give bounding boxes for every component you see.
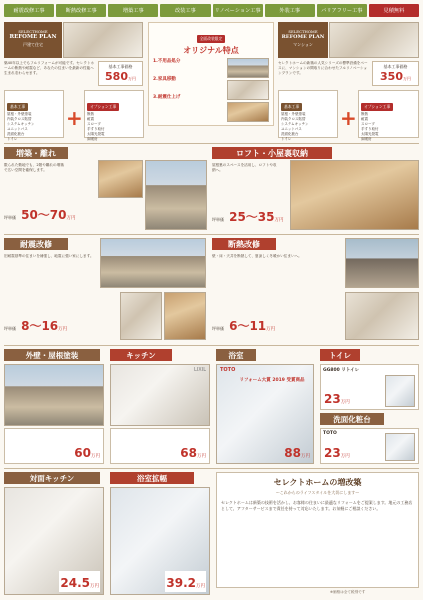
option-item: 床暖房 xyxy=(361,137,372,141)
merit-panel xyxy=(216,472,419,588)
section-heading-zouchiku xyxy=(4,147,68,159)
basic-label: 基本工事 xyxy=(281,103,302,111)
type: 戸建て住宅 xyxy=(23,42,43,47)
section-title: キッチン xyxy=(110,349,172,361)
yokushitsu-photo xyxy=(216,364,314,464)
price-unit: 万円 xyxy=(301,454,310,459)
section-title: 浴室拡幅 xyxy=(110,472,194,484)
options-right-extra xyxy=(358,90,419,141)
price-unit: 万円 xyxy=(127,76,136,81)
hero-right-price xyxy=(372,61,419,86)
toilet-card xyxy=(320,364,419,410)
hero-right-banner xyxy=(278,22,328,58)
type: マンション xyxy=(293,42,313,47)
center-title: オリジナル特点 xyxy=(183,45,239,55)
divider xyxy=(4,468,419,469)
section-heading-gaiheki xyxy=(4,349,100,361)
brand-logo: LIXIL xyxy=(194,367,206,373)
brand-logo: TOTO xyxy=(220,367,236,373)
zouchiku-desc: 限られた敷地でも、2階や離れの増築で広い空間を確保します。 xyxy=(4,163,64,172)
price-value: 68 xyxy=(180,446,197,460)
price-unit: 万円 xyxy=(340,400,350,405)
plan: REFOME PLAN xyxy=(281,34,325,40)
loft-photo xyxy=(290,160,419,230)
center-item-1: 2.家具移動 xyxy=(153,77,176,82)
option-item: 床暖房 xyxy=(87,137,98,141)
option-item: ユニットバス xyxy=(7,127,28,131)
price-value: 50〜70 xyxy=(21,208,67,222)
option-item: 屋根・外壁塗装 xyxy=(281,112,306,116)
gaiheki-detail xyxy=(4,428,104,464)
price-value: 39.2 xyxy=(166,576,196,590)
option-item: 断熱 xyxy=(87,112,94,116)
yokukaku-photo xyxy=(110,487,210,595)
senmen-photo xyxy=(385,433,415,461)
section-title: 洗面化粧台 xyxy=(320,413,384,425)
hero-left-desc: 築40年以上でもフルリフォームが可能です。セレクトホームの断熱や耐震など、あなたの住まいを最新の性能へ生まれ変わらせます。 xyxy=(4,61,95,75)
price-label: 基本工事価格 xyxy=(108,64,133,69)
price-unit: 万円 xyxy=(58,327,68,332)
section-title: 浴室 xyxy=(216,349,256,361)
section-heading-taimen xyxy=(4,472,100,484)
merit-subtitle: 〜これからのライフスタイルを大切にします〜 xyxy=(275,490,360,495)
center-item-0: 1.不用品処分 xyxy=(153,59,181,64)
toilet-photo xyxy=(385,375,415,407)
merit-text: セレクトホームは新築の技術を活かし、お客様の住まいに最適なリフォームをご提案します。地元の工務店として、アフターサービスまで責任を持って対応いたします。お気軽にご相談ください。 xyxy=(221,500,413,511)
dannetsu-photo-2 xyxy=(345,292,419,340)
plus-icon: + xyxy=(340,106,357,130)
zouchiku-price xyxy=(4,204,96,223)
price-value: 88 xyxy=(284,446,301,460)
dannetsu-desc: 壁・床・天井を断熱して、夏涼しく冬暖かい住まいへ。 xyxy=(212,254,302,258)
section-heading-yokukaku xyxy=(110,472,194,484)
zouchiku-photo-2 xyxy=(145,160,207,230)
hero-left-photo xyxy=(63,22,143,58)
price-value: 6〜11 xyxy=(229,319,267,333)
price-value: 580 xyxy=(105,70,128,83)
basic-label: 基本工事 xyxy=(7,103,28,111)
taishin-photo-3 xyxy=(164,292,206,340)
price-label: 基本工事価格 xyxy=(383,64,408,69)
price-value: 60 xyxy=(74,446,91,460)
dannetsu-price xyxy=(212,315,322,334)
taishin-photo-2 xyxy=(120,292,162,340)
section-title: ロフト・小屋裏収納 xyxy=(212,147,332,159)
price-unit: 万円 xyxy=(91,454,100,459)
kitchen-photo xyxy=(110,364,210,426)
option-item: 耐震 xyxy=(87,117,94,121)
center-photo-1 xyxy=(227,58,269,78)
nav-item-5[interactable]: 外装工事 xyxy=(265,4,315,17)
price-value: 350 xyxy=(380,70,403,83)
section-heading-dannetsu xyxy=(212,238,276,250)
option-item: 断熱 xyxy=(361,112,368,116)
option-item: 手すり取付 xyxy=(361,127,379,131)
nav-item-2[interactable]: 増築工事 xyxy=(108,4,158,17)
nav-item-4[interactable]: リノベーション工事 xyxy=(213,4,263,17)
section-heading-taishin xyxy=(4,238,68,250)
price-unit: 万円 xyxy=(196,584,205,589)
option-item: 耐震 xyxy=(361,117,368,121)
price-unit: 万円 xyxy=(197,454,206,459)
hero-right-photo xyxy=(329,22,419,58)
footer-note: ※価格は全て税別です xyxy=(330,590,366,594)
taishin-desc: 旧耐震基準の住まいを補強し、地震に強い家にします。 xyxy=(4,254,94,258)
option-item: ユニットバス xyxy=(281,127,302,131)
section-heading-toilet xyxy=(320,349,360,361)
divider xyxy=(4,143,419,144)
dannetsu-photo-1 xyxy=(345,238,419,288)
center-item-2: 3.耐震仕上げ xyxy=(153,95,181,100)
option-item: 洗面化粧台 xyxy=(281,132,299,136)
price-value: 23 xyxy=(324,446,341,460)
divider xyxy=(4,234,419,235)
option-item: 手すり取付 xyxy=(87,127,105,131)
option-item: 太陽光発電 xyxy=(361,132,379,136)
senmen-card xyxy=(320,428,419,464)
price-value: 8〜16 xyxy=(21,319,59,333)
plus-icon: + xyxy=(66,106,83,130)
nav-item-0[interactable]: 耐震改修工事 xyxy=(4,4,54,17)
price-pre: 坪単価 xyxy=(4,326,16,331)
section-heading-loft xyxy=(212,147,332,159)
award-badge: リフォーム大賞 2019 受賞商品 xyxy=(239,378,305,383)
kitchen-detail xyxy=(110,428,210,464)
option-item: スロープ xyxy=(87,122,101,126)
option-item: 屋根・外壁塗装 xyxy=(7,112,32,116)
center-panel xyxy=(148,22,274,126)
zouchiku-photo-1 xyxy=(98,160,143,198)
option-item: システムキッチン xyxy=(281,122,309,126)
nav-item-6[interactable]: バリアフリー工事 xyxy=(317,4,367,17)
price-value: 24.5 xyxy=(60,576,90,590)
price-pre: 坪単価 xyxy=(212,217,224,222)
section-title: 対面キッチン xyxy=(4,472,100,484)
nav-item-7[interactable]: 見積無料 xyxy=(369,4,419,17)
option-item: トイレ xyxy=(281,137,292,141)
section-title: 耐震改修 xyxy=(4,238,68,250)
price-unit: 万円 xyxy=(340,454,350,459)
taishin-photo-1 xyxy=(100,238,206,288)
center-photo-2 xyxy=(227,80,269,100)
options-left-basic xyxy=(4,90,64,141)
brand: SELECTHOME xyxy=(18,29,48,34)
price-unit: 万円 xyxy=(66,216,76,221)
price-value: 25〜35 xyxy=(229,210,275,224)
brand: SELECTHOME xyxy=(288,29,318,34)
option-item: 洗面化粧台 xyxy=(7,132,25,136)
price-unit: 万円 xyxy=(266,327,276,332)
option-item: 内装クロス貼替 xyxy=(7,117,32,121)
divider xyxy=(4,345,419,346)
price-unit: 万円 xyxy=(274,218,284,223)
toilet-model: GG800 リトイレ xyxy=(323,368,360,373)
section-heading-yokushitsu xyxy=(216,349,256,361)
brand-logo: TOTO xyxy=(323,431,337,436)
option-item: 太陽光発電 xyxy=(87,132,105,136)
section-title: 外壁・屋根塗装 xyxy=(4,349,100,361)
option-label: オプション工事 xyxy=(87,103,119,111)
section-title: 増築・離れ xyxy=(4,147,68,159)
plan: REFOME PLAN xyxy=(9,34,57,40)
merit-title: セレクトホームの増改築 xyxy=(273,477,362,487)
option-item: トイレ xyxy=(7,137,18,141)
center-photo-3 xyxy=(227,102,269,122)
options-left-extra xyxy=(84,90,144,141)
gaiheki-photo xyxy=(4,364,104,426)
section-title: 断熱改修 xyxy=(212,238,276,250)
loft-desc: 屋根裏のスペースを活用し、ロフトや収納へ。 xyxy=(212,163,277,172)
center-tag: 全面改装限定 xyxy=(197,35,226,43)
price-pre: 坪単価 xyxy=(212,326,224,331)
options-right-basic xyxy=(278,90,338,141)
hero-left-price xyxy=(98,61,143,86)
price-unit: 万円 xyxy=(402,76,411,81)
option-item: 内装クロス貼替 xyxy=(281,117,306,121)
taishin-price xyxy=(4,315,114,334)
hero-right-desc: セレクトホームの新築の人気シリーズの標準設備をベースに、マンションの間取りに合わせたフルリノベーションプランです。 xyxy=(278,61,368,75)
option-item: システムキッチン xyxy=(7,122,35,126)
price-value: 23 xyxy=(324,392,341,406)
option-label: オプション工事 xyxy=(361,103,393,111)
nav-item-3[interactable]: 改装工事 xyxy=(160,4,210,17)
top-nav xyxy=(4,4,419,17)
taimen-photo xyxy=(4,487,104,595)
option-item: スロープ xyxy=(361,122,375,126)
section-heading-senmen xyxy=(320,413,384,425)
section-title: トイレ xyxy=(320,349,360,361)
price-unit: 万円 xyxy=(90,584,99,589)
section-heading-kitchen xyxy=(110,349,172,361)
price-pre: 坪単価 xyxy=(4,215,16,220)
hero-left-banner xyxy=(4,22,62,58)
nav-item-1[interactable]: 断熱改修工事 xyxy=(56,4,106,17)
